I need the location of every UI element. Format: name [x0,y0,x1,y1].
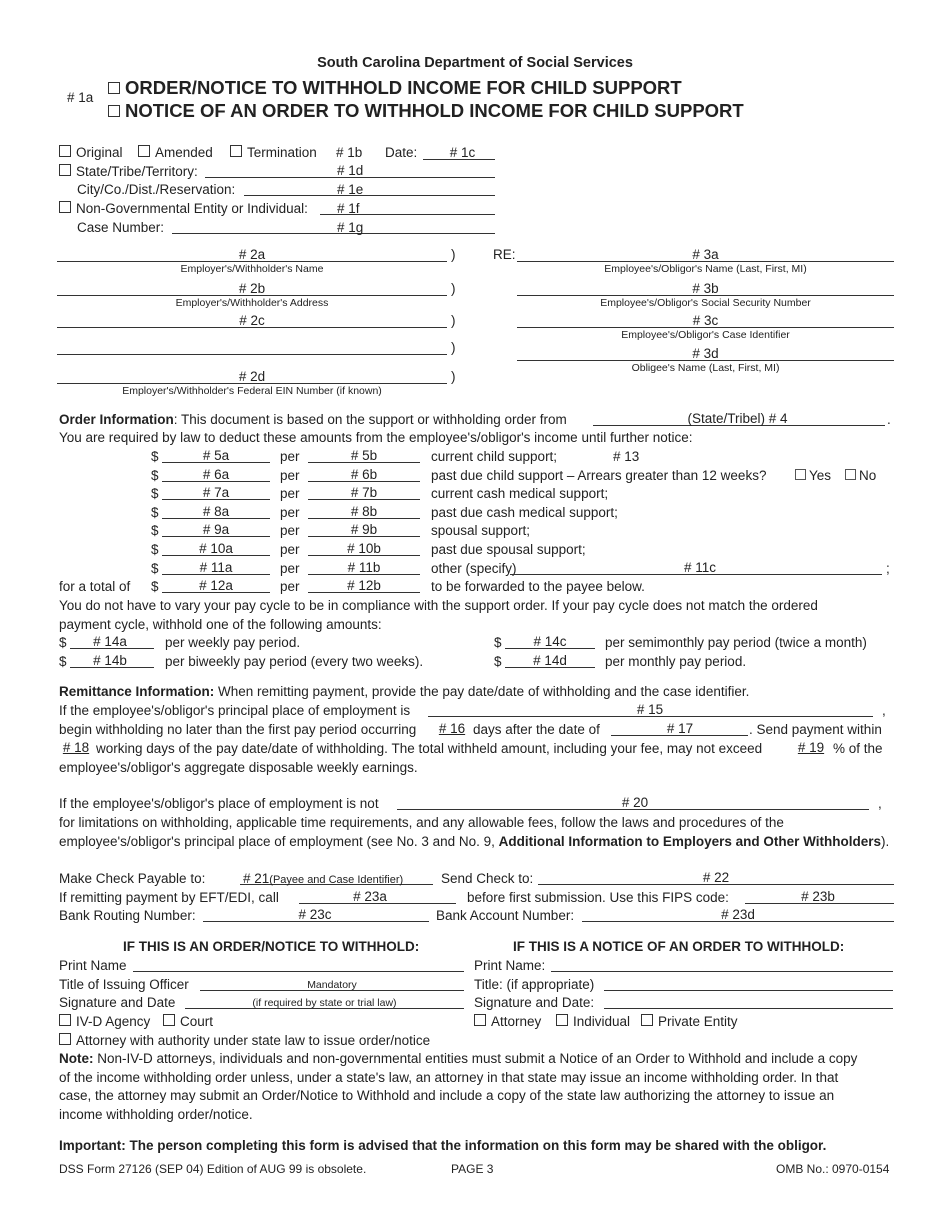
dollar-sign: $ [151,468,159,483]
per-label: per [280,561,300,576]
checkbox[interactable] [556,1014,568,1026]
remit-line-4a: working days of the pay date/date of withholding. The total withheld amount, including your fee, may not exceed [96,741,763,756]
remit-line-4b: % of the [833,741,883,756]
footer-omb: OMB No.: 0970-0154 [776,1162,890,1176]
right-title-label: Title: (if appropriate) [474,977,595,992]
amount-field: # 11a [199,560,233,575]
employer-ein-caption: Employer's/Withholder's Federal EIN Number (if known) [122,385,382,397]
obligee-name-caption: Obligee's Name (Last, First, MI) [631,362,780,374]
period-field: # 10b [347,541,381,556]
support-type-label: past due spousal support; [431,542,586,557]
attorney-authority-option[interactable]: Attorney with authority under state law to issue order/notice [59,1033,430,1048]
private-entity-option[interactable]: Private Entity [641,1014,738,1029]
employee-name-caption: Employee's/Obligor's Name (Last, First, MI) [604,263,807,275]
state-tribe-option[interactable]: State/Tribe/Territory: [59,164,198,179]
amount-field: # 9a [202,522,230,537]
field-2c: # 2c [239,313,265,328]
period-field: # 7b [350,485,378,500]
arrears-no-option[interactable]: No [845,468,876,483]
city-line[interactable] [244,195,495,196]
vary-text-2: payment cycle, withhold one of the following amounts: [59,617,382,632]
footer-form-id: DSS Form 27126 (SEP 04) Edition of AUG 99 is obsolete. [59,1162,367,1176]
support-type-label: past due cash medical support; [431,505,618,520]
support-type-label: past due child support – Arrears greater than 12 weeks? [431,468,767,483]
right-signature-label: Signature and Date: [474,995,595,1010]
field-2a: # 2a [238,247,266,262]
dollar-sign: $ [59,654,67,669]
checkbox[interactable] [641,1014,653,1026]
field-11c: # 11c [683,560,717,575]
checkbox[interactable] [59,1033,71,1045]
per-label: per [280,505,300,520]
field-19[interactable]: # 19 [797,740,825,755]
obligee-name-line[interactable] [517,360,894,361]
paren: ) [451,313,456,328]
field-14b: # 14b [93,653,127,668]
amount-field: # 8a [202,504,230,519]
eft-label: If remitting payment by EFT/EDI, call [59,890,279,905]
checkbox[interactable] [59,1014,71,1026]
print-name-line[interactable] [133,971,464,972]
remit-line-3c: . Send payment within [749,722,882,737]
dollar-sign: $ [151,579,159,594]
paren: ) [451,247,456,262]
dollar-sign: $ [151,505,159,520]
period-field: # 12b [347,578,381,593]
field-16[interactable]: # 16 [438,721,466,736]
field-15: # 15 [636,702,664,717]
field-3d: # 3d [692,346,719,361]
period-field: # 5b [350,448,378,463]
employer-address-caption: Employer's/Withholder's Address [175,297,329,309]
checkbox[interactable] [474,1014,486,1026]
field-1e: # 1e [337,182,364,197]
checkbox[interactable] [163,1014,175,1026]
field-1c: # 1c [449,145,476,160]
remit-line-5: employee's/obligor's aggregate disposable weekly earnings. [59,760,418,775]
agency-name: South Carolina Department of Social Services [317,55,633,71]
amount-field: # 5a [202,448,230,463]
print-name-label: Print Name [59,958,127,973]
employee-ssn-caption: Employee's/Obligor's Social Security Number [600,297,811,309]
right-print-name-label: Print Name: [474,958,546,973]
field-2d: # 2d [238,369,266,384]
right-title-line[interactable] [604,990,893,991]
ivd-agency-option[interactable]: IV-D Agency [59,1014,150,1029]
nongov-option[interactable]: Non-Governmental Entity or Individual: [59,201,308,216]
payable-label: Make Check Payable to: [59,871,206,886]
field-1g: # 1g [337,220,364,235]
support-type-label: current cash medical support; [431,486,609,501]
semicolon: ; [886,561,890,576]
employer-name-line[interactable] [57,261,447,262]
employer-name-caption: Employer's/Withholder's Name [180,263,324,275]
period-field: # 9b [350,522,378,537]
field-1f: # 1f [337,201,360,216]
title-notice-of-order: NOTICE OF AN ORDER TO WITHHOLD INCOME FOR CHILD SUPPORT [108,100,744,122]
paren: ) [451,369,456,384]
per-label: per [280,523,300,538]
checkbox[interactable] [138,145,150,157]
title-order-notice: ORDER/NOTICE TO WITHHOLD INCOME FOR CHILD SUPPORT [108,77,682,99]
original-option[interactable]: Original [59,145,123,160]
field-20: # 20 [621,795,649,810]
paren: ) [451,281,456,296]
case-line[interactable] [172,233,495,234]
field-23a: # 23a [353,889,387,904]
checkbox[interactable] [108,82,120,94]
order-period: . [887,412,891,427]
employee-case-caption: Employee's/Obligor's Case Identifier [621,329,790,341]
dollar-sign: $ [494,635,502,650]
if-required-note: (if required by state or trial law) [252,997,397,1009]
field-14d: # 14d [533,653,567,668]
individual-option[interactable]: Individual [556,1014,630,1029]
field-23c: # 23c [298,907,332,922]
not-employment-label: If the employee's/obligor's place of employment is not [59,796,379,811]
dollar-sign: $ [151,561,159,576]
checkbox[interactable] [59,145,71,157]
right-print-name-line[interactable] [551,971,893,972]
period-field: # 6b [350,467,378,482]
left-signature-heading: IF THIS IS AN ORDER/NOTICE TO WITHHOLD: [123,939,420,954]
dollar-sign: $ [151,523,159,538]
support-type-label: other (specify) [431,561,517,576]
field-2b: # 2b [238,281,266,296]
support-type-label: to be forwarded to the payee below. [431,579,645,594]
field-21: # 21(Payee and Case Identifier) [243,871,404,886]
weekly-label: per weekly pay period. [165,635,301,650]
field-3c: # 3c [692,313,719,328]
field-14c: # 14c [533,634,567,649]
order-info-line: Order Information: This document is based on the support or withholding order from [59,412,567,427]
amount-field: # 10a [199,541,233,556]
remit-line-2: If the employee's/obligor's principal place of employment is [59,703,411,718]
paren: ) [451,340,456,355]
city-label: City/Co./Dist./Reservation: [77,182,236,197]
field-14a: # 14a [93,634,127,649]
routing-label: Bank Routing Number: [59,908,196,923]
support-type-label: spousal support; [431,523,531,538]
comma: , [882,703,886,718]
checkbox[interactable] [845,469,856,480]
field-18[interactable]: # 18 [62,740,90,755]
re-label: RE: [493,247,516,262]
dollar-sign: $ [494,654,502,669]
comma: , [878,796,882,811]
important-notice: Important: The person completing this form is advised that the information on this form may be shared with the obligor. [59,1138,827,1153]
biweekly-label: per biweekly pay period (every two weeks). [165,654,424,669]
note-paragraph: Note: Non-IV-D attorneys, individuals and non-governmental entities must submit a Notice of an Order to Withhold and include a copy of the income withholding order unless, under a state's law, an attorney in that state may issue an income withholding order. In that case, the attorney may submit an Order/Notice to Withhold and include a copy of the state law authorizing the attorney to issue an income withholding order/notice. [59,1051,858,1122]
date-label: Date: [385,145,418,160]
fips-label: before first submission. Use this FIPS code: [467,890,729,905]
field-1a: # 1a [67,90,94,105]
employee-case-line[interactable] [517,327,894,328]
per-label: per [280,542,300,557]
signature-date-label: Signature and Date [59,995,176,1010]
court-option[interactable]: Court [163,1014,213,1029]
per-label: per [280,579,300,594]
amount-field: # 7a [202,485,230,500]
attorney-option[interactable]: Attorney [474,1014,541,1029]
employee-name-line[interactable] [517,261,894,262]
limits-text: for limitations on withholding, applicable time requirements, and any allowable fees, follow the laws and procedures of the [59,815,784,830]
send-check-label: Send Check to: [441,871,534,886]
checkbox[interactable] [108,105,120,117]
case-label: Case Number: [77,220,165,235]
semimonthly-label: per semimonthly pay period (twice a month) [605,635,867,650]
field-1b: # 1b [336,145,363,160]
checkbox[interactable] [230,145,242,157]
field-22: # 22 [702,870,730,885]
right-signature-heading: IF THIS IS A NOTICE OF AN ORDER TO WITHHOLD: [513,939,845,954]
dollar-sign: $ [59,635,67,650]
dollar-sign: $ [151,486,159,501]
amended-option[interactable]: Amended [138,145,213,160]
order-required-text: You are required by law to deduct these amounts from the employee's/obligor's income until further notice: [59,430,693,445]
principal-text: employee's/obligor's principal place of employment (see No. 3 and No. 9, Additional Information to Employers and Other Withholders). [59,834,890,849]
field-23b: # 23b [801,889,835,904]
per-label: per [280,449,300,464]
field-1d: # 1d [337,163,364,178]
employer-address-line-2[interactable] [57,327,447,328]
field-3a: # 3a [692,247,719,262]
remit-line-3b: days after the date of [473,722,600,737]
per-label: per [280,486,300,501]
per-label: per [280,468,300,483]
dollar-sign: $ [151,542,159,557]
amount-field: # 12a [199,578,233,593]
period-field: # 8b [350,504,378,519]
field-13: # 13 [613,449,640,464]
support-type-label: current child support; [431,449,558,464]
checkbox[interactable] [59,164,71,176]
employee-ssn-line[interactable] [517,295,894,296]
footer-page: PAGE 3 [451,1162,494,1176]
period-field: # 11b [347,560,381,575]
dollar-sign: $ [151,449,159,464]
field-17: # 17 [666,721,694,736]
employer-address-line-3[interactable] [57,354,447,355]
mandatory-note: Mandatory [307,979,357,991]
field-3b: # 3b [692,281,719,296]
checkbox[interactable] [59,201,71,213]
employer-ein-line[interactable] [57,383,447,384]
total-prefix: for a total of [59,579,131,594]
remit-heading-line: Remittance Information: When remitting payment, provide the pay date/date of withholding and the case identifier. [59,684,750,699]
amount-field: # 6a [202,467,230,482]
vary-text-1: You do not have to vary your pay cycle to be in compliance with the support order. If your pay cycle does not match the ordered [59,598,818,613]
field-23d: # 23d [721,907,755,922]
termination-option[interactable]: Termination [230,145,317,160]
field-4: (State/Tribel) # 4 [687,411,788,426]
right-signature-line[interactable] [604,1008,893,1009]
title-officer-label: Title of Issuing Officer [59,977,189,992]
account-label: Bank Account Number: [436,908,575,923]
arrears-yes-option[interactable]: Yes [795,468,831,483]
monthly-label: per monthly pay period. [605,654,747,669]
employer-address-line[interactable] [57,295,447,296]
remit-line-3a: begin withholding no later than the first pay period occurring [59,722,417,737]
checkbox[interactable] [795,469,806,480]
